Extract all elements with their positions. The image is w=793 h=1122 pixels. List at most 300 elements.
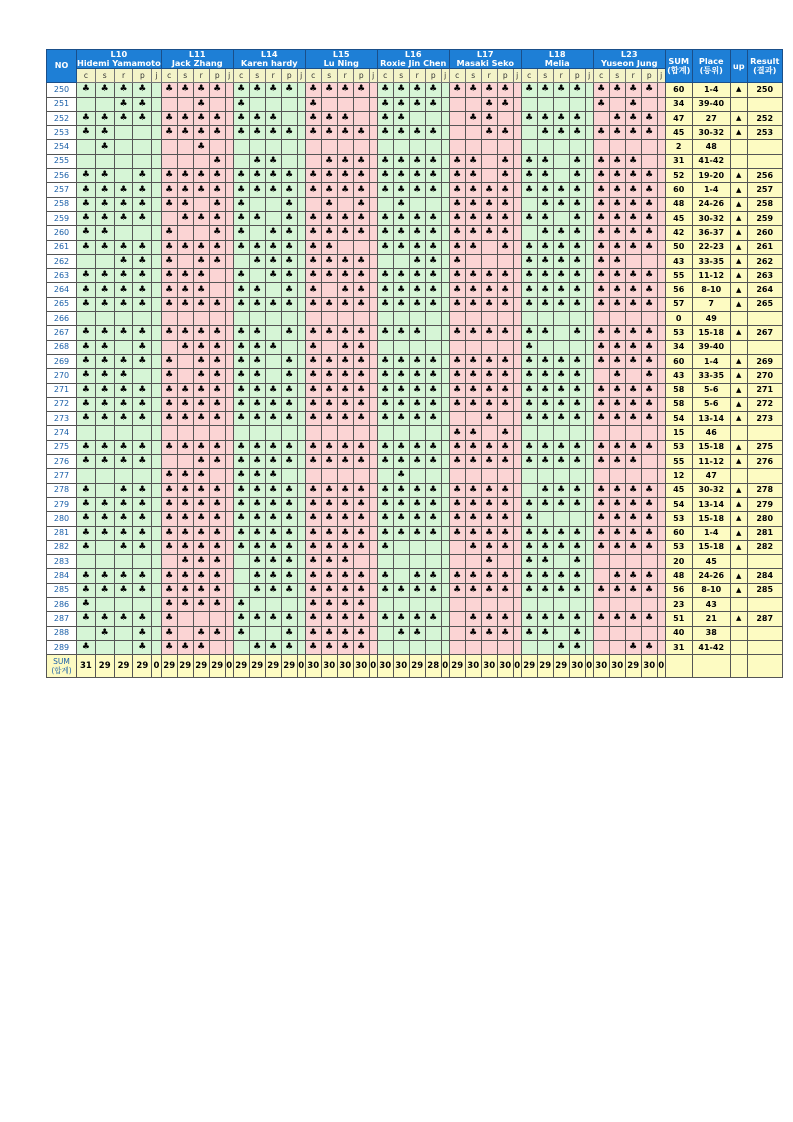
score-cell bbox=[152, 169, 161, 183]
score-cell: ♣ bbox=[233, 126, 249, 140]
score-cell bbox=[265, 283, 281, 297]
score-cell: ♣ bbox=[114, 612, 133, 626]
score-cell: ♣ bbox=[193, 383, 209, 397]
score-cell bbox=[449, 626, 465, 640]
score-cell bbox=[161, 312, 177, 326]
score-cell bbox=[585, 126, 593, 140]
score-cell: ♣ bbox=[537, 183, 553, 197]
score-cell: ♣ bbox=[353, 440, 369, 454]
score-cell bbox=[177, 612, 193, 626]
table-row bbox=[47, 612, 783, 626]
score-cell: ♣ bbox=[497, 383, 513, 397]
score-cell: ♣ bbox=[321, 412, 337, 426]
score-cell: ♣ bbox=[177, 340, 193, 354]
sum-cell: 54 bbox=[665, 497, 692, 511]
score-cell bbox=[297, 154, 305, 168]
sub-label-c: c bbox=[305, 69, 321, 83]
score-cell: ♣ bbox=[321, 240, 337, 254]
score-cell: ♣ bbox=[337, 297, 353, 311]
score-cell: ♣ bbox=[114, 83, 133, 97]
score-cell bbox=[441, 297, 449, 311]
score-cell: ♣ bbox=[425, 497, 441, 511]
sum-cell: 40 bbox=[665, 626, 692, 640]
score-cell: ♣ bbox=[265, 540, 281, 554]
score-cell: ♣ bbox=[553, 540, 569, 554]
score-cell bbox=[369, 111, 377, 125]
score-cell: ♣ bbox=[321, 111, 337, 125]
score-cell: ♣ bbox=[321, 383, 337, 397]
sum-cell: 2 bbox=[665, 140, 692, 154]
score-cell bbox=[585, 369, 593, 383]
score-cell bbox=[297, 369, 305, 383]
table-row bbox=[47, 383, 783, 397]
sum-cell: 51 bbox=[665, 612, 692, 626]
sum-cell: 53 bbox=[665, 512, 692, 526]
score-cell bbox=[585, 583, 593, 597]
score-cell: ♣ bbox=[641, 612, 657, 626]
score-cell: ♣ bbox=[281, 169, 297, 183]
place-cell: 8-10 bbox=[692, 283, 730, 297]
score-cell bbox=[369, 97, 377, 111]
score-cell: ♣ bbox=[161, 169, 177, 183]
score-cell bbox=[585, 597, 593, 611]
score-cell: ♣ bbox=[353, 197, 369, 211]
score-cell: ♣ bbox=[465, 612, 481, 626]
sub-label-c: c bbox=[377, 69, 393, 83]
table-row bbox=[47, 483, 783, 497]
score-cell bbox=[441, 497, 449, 511]
score-cell bbox=[369, 297, 377, 311]
score-cell bbox=[569, 426, 585, 440]
score-cell bbox=[657, 412, 665, 426]
score-cell bbox=[161, 340, 177, 354]
score-cell: ♣ bbox=[95, 326, 114, 340]
score-cell: ♣ bbox=[449, 326, 465, 340]
score-cell: ♣ bbox=[449, 383, 465, 397]
score-cell: ♣ bbox=[95, 583, 114, 597]
score-cell bbox=[321, 469, 337, 483]
result-cell bbox=[747, 154, 782, 168]
place-cell: 1-4 bbox=[692, 526, 730, 540]
score-cell bbox=[281, 469, 297, 483]
score-cell: ♣ bbox=[521, 240, 537, 254]
score-cell bbox=[225, 126, 233, 140]
score-cell bbox=[593, 111, 609, 125]
score-cell: ♣ bbox=[377, 83, 393, 97]
column-sum: 28 bbox=[425, 655, 441, 678]
score-cell bbox=[513, 526, 521, 540]
score-cell: ♣ bbox=[77, 383, 96, 397]
score-cell: ♣ bbox=[497, 83, 513, 97]
score-cell: ♣ bbox=[249, 455, 265, 469]
score-cell: ♣ bbox=[177, 240, 193, 254]
judge-header-l14 bbox=[233, 50, 305, 69]
score-cell: ♣ bbox=[114, 569, 133, 583]
score-cell bbox=[593, 626, 609, 640]
score-cell: ♣ bbox=[497, 326, 513, 340]
score-cell: ♣ bbox=[249, 354, 265, 368]
score-cell bbox=[225, 469, 233, 483]
score-cell: ♣ bbox=[95, 626, 114, 640]
score-cell: ♣ bbox=[77, 612, 96, 626]
score-cell: ♣ bbox=[133, 540, 152, 554]
sub-label-j: j bbox=[441, 69, 449, 83]
score-cell: ♣ bbox=[95, 169, 114, 183]
score-cell bbox=[537, 597, 553, 611]
score-cell: ♣ bbox=[409, 383, 425, 397]
score-cell: ♣ bbox=[353, 612, 369, 626]
score-cell bbox=[481, 140, 497, 154]
score-cell bbox=[657, 540, 665, 554]
sum-label-line: SUM bbox=[53, 657, 70, 667]
score-cell: ♣ bbox=[177, 597, 193, 611]
score-cell: ♣ bbox=[449, 512, 465, 526]
score-cell bbox=[569, 597, 585, 611]
score-cell: ♣ bbox=[193, 540, 209, 554]
score-cell: ♣ bbox=[625, 269, 641, 283]
score-cell: ♣ bbox=[305, 183, 321, 197]
score-cell: ♣ bbox=[497, 354, 513, 368]
score-cell bbox=[409, 555, 425, 569]
score-cell bbox=[265, 312, 281, 326]
score-cell: ♣ bbox=[249, 283, 265, 297]
table-row bbox=[47, 254, 783, 268]
score-cell bbox=[513, 326, 521, 340]
score-cell bbox=[657, 126, 665, 140]
score-cell bbox=[513, 211, 521, 225]
score-cell bbox=[281, 154, 297, 168]
score-cell: ♣ bbox=[625, 540, 641, 554]
score-cell bbox=[297, 455, 305, 469]
table-row bbox=[47, 169, 783, 183]
score-cell bbox=[513, 111, 521, 125]
score-cell: ♣ bbox=[353, 640, 369, 654]
score-cell bbox=[513, 154, 521, 168]
score-cell bbox=[441, 183, 449, 197]
score-cell bbox=[657, 497, 665, 511]
score-cell: ♣ bbox=[377, 569, 393, 583]
score-cell: ♣ bbox=[393, 497, 409, 511]
up-triangle-icon bbox=[730, 426, 747, 440]
score-cell bbox=[233, 640, 249, 654]
score-cell bbox=[409, 340, 425, 354]
score-cell: ♣ bbox=[161, 326, 177, 340]
score-cell: ♣ bbox=[569, 126, 585, 140]
score-cell bbox=[369, 169, 377, 183]
score-cell bbox=[152, 612, 161, 626]
score-cell: ♣ bbox=[377, 540, 393, 554]
score-cell bbox=[297, 626, 305, 640]
score-cell: ♣ bbox=[377, 183, 393, 197]
judge-header-l15 bbox=[305, 50, 377, 69]
score-cell: ♣ bbox=[161, 369, 177, 383]
score-cell: ♣ bbox=[233, 226, 249, 240]
score-cell: ♣ bbox=[321, 555, 337, 569]
score-cell: ♣ bbox=[609, 183, 625, 197]
score-cell: ♣ bbox=[77, 211, 96, 225]
score-cell bbox=[449, 555, 465, 569]
column-sum: 0 bbox=[585, 655, 593, 678]
score-cell bbox=[585, 540, 593, 554]
score-cell bbox=[114, 555, 133, 569]
score-cell bbox=[513, 183, 521, 197]
score-cell: ♣ bbox=[114, 254, 133, 268]
score-cell: ♣ bbox=[177, 169, 193, 183]
score-cell bbox=[225, 312, 233, 326]
score-cell: ♣ bbox=[481, 269, 497, 283]
sum-cell: 54 bbox=[665, 412, 692, 426]
score-cell: ♣ bbox=[249, 383, 265, 397]
score-cell bbox=[641, 455, 657, 469]
score-cell: ♣ bbox=[481, 512, 497, 526]
score-cell bbox=[321, 340, 337, 354]
score-cell bbox=[657, 512, 665, 526]
score-cell: ♣ bbox=[321, 597, 337, 611]
score-cell: ♣ bbox=[209, 340, 225, 354]
score-cell: ♣ bbox=[265, 440, 281, 454]
score-cell bbox=[657, 312, 665, 326]
score-cell bbox=[441, 197, 449, 211]
score-cell bbox=[369, 583, 377, 597]
score-cell: ♣ bbox=[449, 526, 465, 540]
score-cell: ♣ bbox=[393, 383, 409, 397]
score-cell: ♣ bbox=[233, 326, 249, 340]
score-cell bbox=[513, 555, 521, 569]
score-cell: ♣ bbox=[193, 283, 209, 297]
score-cell: ♣ bbox=[161, 497, 177, 511]
score-cell: ♣ bbox=[265, 111, 281, 125]
score-cell: ♣ bbox=[353, 269, 369, 283]
score-cell bbox=[225, 583, 233, 597]
score-cell bbox=[177, 154, 193, 168]
score-cell bbox=[369, 83, 377, 97]
row-number: 255 bbox=[47, 154, 77, 168]
score-cell bbox=[553, 555, 569, 569]
score-cell: ♣ bbox=[233, 183, 249, 197]
score-cell bbox=[585, 269, 593, 283]
score-cell: ♣ bbox=[233, 240, 249, 254]
score-cell bbox=[393, 597, 409, 611]
sum-cell: 56 bbox=[665, 283, 692, 297]
score-cell: ♣ bbox=[337, 254, 353, 268]
score-cell: ♣ bbox=[625, 612, 641, 626]
score-cell: ♣ bbox=[625, 354, 641, 368]
score-cell bbox=[409, 312, 425, 326]
score-cell: ♣ bbox=[393, 626, 409, 640]
score-cell: ♣ bbox=[641, 283, 657, 297]
score-cell bbox=[513, 354, 521, 368]
score-cell bbox=[441, 354, 449, 368]
sub-label-s: s bbox=[321, 69, 337, 83]
column-sum: 30 bbox=[481, 655, 497, 678]
score-cell bbox=[425, 426, 441, 440]
score-cell: ♣ bbox=[265, 569, 281, 583]
score-cell bbox=[321, 97, 337, 111]
score-cell: ♣ bbox=[353, 397, 369, 411]
result-cell: 278 bbox=[747, 483, 782, 497]
score-cell bbox=[337, 469, 353, 483]
score-cell: ♣ bbox=[77, 297, 96, 311]
score-cell: ♣ bbox=[337, 226, 353, 240]
score-cell bbox=[152, 626, 161, 640]
sum-cell: 12 bbox=[665, 469, 692, 483]
score-cell bbox=[425, 340, 441, 354]
table-row bbox=[47, 426, 783, 440]
result-cell bbox=[747, 469, 782, 483]
score-cell: ♣ bbox=[553, 483, 569, 497]
up-triangle-icon bbox=[730, 154, 747, 168]
score-cell bbox=[177, 626, 193, 640]
row-number: 258 bbox=[47, 197, 77, 211]
sub-label-p: p bbox=[641, 69, 657, 83]
score-cell bbox=[265, 369, 281, 383]
score-cell bbox=[152, 483, 161, 497]
score-cell bbox=[449, 111, 465, 125]
score-cell bbox=[393, 426, 409, 440]
sub-label-p: p bbox=[281, 69, 297, 83]
score-cell bbox=[152, 540, 161, 554]
score-cell: ♣ bbox=[641, 397, 657, 411]
score-cell bbox=[657, 640, 665, 654]
score-cell bbox=[225, 269, 233, 283]
score-cell: ♣ bbox=[133, 240, 152, 254]
up-triangle-icon: ▲ bbox=[730, 297, 747, 311]
score-cell bbox=[497, 254, 513, 268]
score-cell: ♣ bbox=[265, 526, 281, 540]
score-cell: ♣ bbox=[481, 326, 497, 340]
result-cell: 263 bbox=[747, 269, 782, 283]
score-cell: ♣ bbox=[593, 126, 609, 140]
score-cell bbox=[209, 312, 225, 326]
score-cell bbox=[657, 626, 665, 640]
score-cell bbox=[593, 469, 609, 483]
score-cell: ♣ bbox=[481, 283, 497, 297]
score-cell: ♣ bbox=[337, 169, 353, 183]
score-cell: ♣ bbox=[625, 83, 641, 97]
table-row bbox=[47, 354, 783, 368]
score-cell: ♣ bbox=[177, 397, 193, 411]
score-cell bbox=[625, 254, 641, 268]
score-cell bbox=[281, 97, 297, 111]
result-cell: 267 bbox=[747, 326, 782, 340]
score-cell: ♣ bbox=[521, 354, 537, 368]
row-number: 277 bbox=[47, 469, 77, 483]
sum-cell: 58 bbox=[665, 397, 692, 411]
score-cell: ♣ bbox=[281, 483, 297, 497]
score-cell: ♣ bbox=[114, 269, 133, 283]
score-cell: ♣ bbox=[265, 469, 281, 483]
score-cell bbox=[569, 340, 585, 354]
score-cell: ♣ bbox=[553, 526, 569, 540]
score-cell: ♣ bbox=[281, 626, 297, 640]
score-cell: ♣ bbox=[569, 111, 585, 125]
sub-label-s: s bbox=[537, 69, 553, 83]
score-cell: ♣ bbox=[481, 111, 497, 125]
score-cell: ♣ bbox=[233, 354, 249, 368]
score-cell: ♣ bbox=[537, 283, 553, 297]
score-cell bbox=[249, 226, 265, 240]
score-cell: ♣ bbox=[193, 597, 209, 611]
score-cell: ♣ bbox=[465, 211, 481, 225]
score-cell: ♣ bbox=[569, 540, 585, 554]
score-cell bbox=[265, 626, 281, 640]
place-cell: 21 bbox=[692, 612, 730, 626]
score-cell: ♣ bbox=[465, 154, 481, 168]
header-place-line: (등위) bbox=[699, 65, 723, 76]
score-cell: ♣ bbox=[161, 512, 177, 526]
score-cell: ♣ bbox=[625, 526, 641, 540]
score-cell: ♣ bbox=[265, 83, 281, 97]
place-cell: 1-4 bbox=[692, 83, 730, 97]
sub-label-j: j bbox=[297, 69, 305, 83]
score-cell: ♣ bbox=[321, 254, 337, 268]
score-cell: ♣ bbox=[537, 412, 553, 426]
score-cell bbox=[641, 426, 657, 440]
score-cell: ♣ bbox=[569, 169, 585, 183]
score-cell: ♣ bbox=[77, 569, 96, 583]
score-cell: ♣ bbox=[641, 483, 657, 497]
score-cell: ♣ bbox=[521, 369, 537, 383]
judge-code: L23 bbox=[620, 49, 638, 59]
row-number: 263 bbox=[47, 269, 77, 283]
score-cell bbox=[377, 197, 393, 211]
score-cell: ♣ bbox=[337, 640, 353, 654]
score-cell: ♣ bbox=[609, 83, 625, 97]
score-cell bbox=[369, 269, 377, 283]
score-cell: ♣ bbox=[409, 269, 425, 283]
score-cell: ♣ bbox=[409, 154, 425, 168]
score-cell: ♣ bbox=[337, 183, 353, 197]
score-cell: ♣ bbox=[593, 412, 609, 426]
row-number: 252 bbox=[47, 111, 77, 125]
score-cell bbox=[281, 140, 297, 154]
score-cell bbox=[95, 154, 114, 168]
score-cell bbox=[225, 326, 233, 340]
score-cell: ♣ bbox=[393, 526, 409, 540]
score-cell: ♣ bbox=[449, 583, 465, 597]
score-cell bbox=[425, 469, 441, 483]
score-cell: ♣ bbox=[353, 526, 369, 540]
column-sum: 30 bbox=[609, 655, 625, 678]
score-cell bbox=[657, 383, 665, 397]
score-cell bbox=[497, 469, 513, 483]
score-cell: ♣ bbox=[465, 240, 481, 254]
score-cell: ♣ bbox=[377, 512, 393, 526]
score-cell bbox=[585, 354, 593, 368]
score-cell bbox=[265, 211, 281, 225]
score-cell bbox=[513, 483, 521, 497]
sub-label-r: r bbox=[409, 69, 425, 83]
sum-label-line: (합계) bbox=[51, 666, 72, 676]
score-cell: ♣ bbox=[233, 383, 249, 397]
score-cell: ♣ bbox=[569, 269, 585, 283]
score-cell: ♣ bbox=[425, 211, 441, 225]
score-cell: ♣ bbox=[193, 83, 209, 97]
score-cell: ♣ bbox=[353, 583, 369, 597]
score-cell: ♣ bbox=[497, 297, 513, 311]
score-cell: ♣ bbox=[193, 254, 209, 268]
judge-code: L10 bbox=[110, 49, 128, 59]
score-cell: ♣ bbox=[521, 283, 537, 297]
score-cell bbox=[249, 97, 265, 111]
sub-label-r: r bbox=[625, 69, 641, 83]
score-cell bbox=[297, 512, 305, 526]
score-cell: ♣ bbox=[569, 612, 585, 626]
score-cell: ♣ bbox=[77, 283, 96, 297]
score-cell: ♣ bbox=[337, 440, 353, 454]
score-cell bbox=[553, 597, 569, 611]
score-cell bbox=[585, 483, 593, 497]
